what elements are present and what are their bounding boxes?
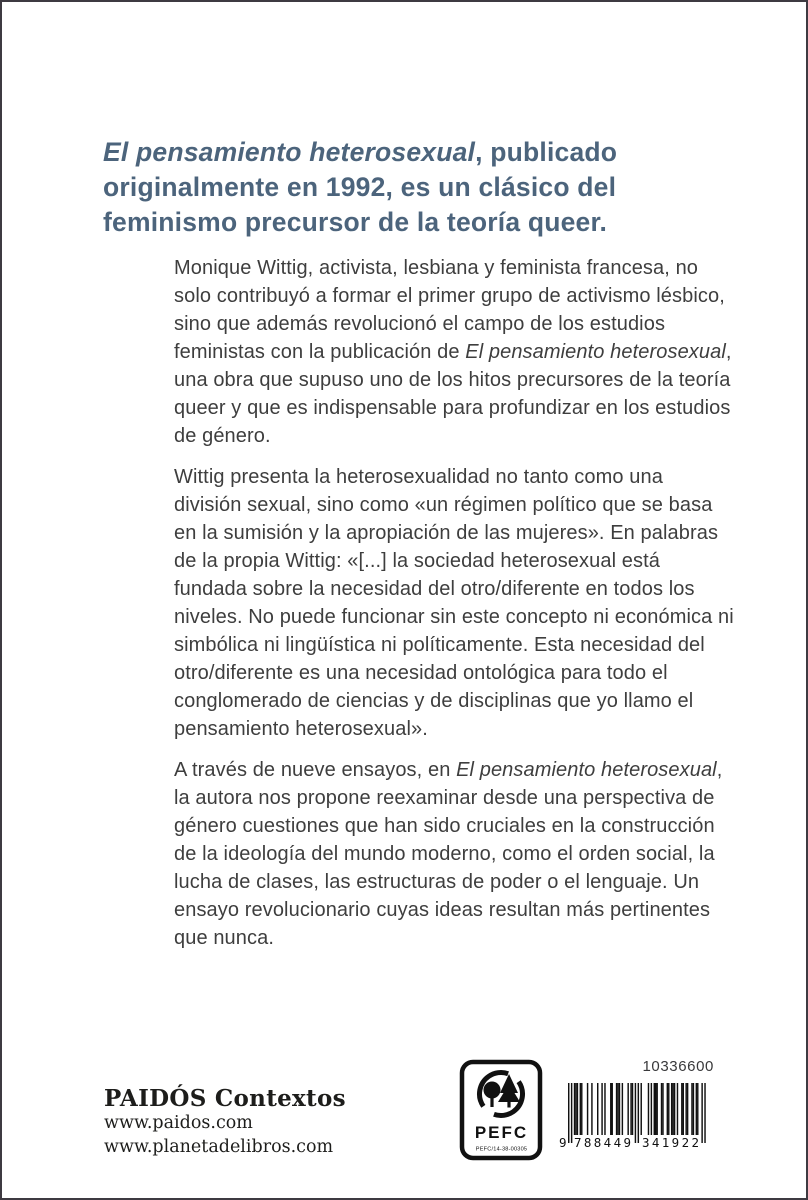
- product-code: 10336600: [642, 1058, 714, 1075]
- headline-book-title: El pensamiento heterosexual: [103, 137, 476, 167]
- barcode-digit-first: 9: [559, 1135, 567, 1150]
- headline: [103, 135, 703, 240]
- barcode-block: [558, 1058, 716, 1150]
- paragraph-text: A través de nueve ensayos, en: [174, 759, 457, 781]
- planetadelibros-url: www.planetadelibros.com: [104, 1136, 334, 1157]
- paragraph-text: , una obra que supuso uno de los hitos precursores de la teoría queer y que es indispensable para profundizar en los estudios de género.: [174, 341, 732, 447]
- pefc-logo: [459, 1059, 544, 1162]
- paidos-url: www.paidos.com: [104, 1113, 253, 1133]
- paragraph-text: , la autora nos propone reexaminar desde una perspectiva de género cuestiones que han sido cruciales en la construcción de la ideología del mundo moderno, como el orden social, la lucha de clases, las estructuras de poder o el lenguaje. Un ensayo revolucionario cuyas ideas resultan más pertinentes que nunca.: [174, 759, 723, 949]
- synopsis: [174, 254, 734, 965]
- paragraph-1: [174, 254, 734, 450]
- paragraph-text: Monique Wittig, activista, lesbiana y feminista francesa, no solo contribuyó a formar el primer grupo de activismo lésbico, sino que además revolucionó el campo de los estudios feministas con la publicación de: [174, 257, 725, 363]
- book-title-italic: El pensamiento heterosexual: [465, 341, 726, 363]
- paragraph-2: Wittig presenta la heterosexualidad no tanto como una división sexual, sino como «un régimen político que se basa en la sumisión y la apropiación de las mujeres». En palabras de la propia Wittig: «[...] la sociedad heterosexual está fundada sobre la necesidad del otro/diferente en todos los niveles. No puede funcionar sin este concepto ni económica ni simbólica ni lingüística ni políticamente. Esta necesidad del otro/diferente es una necesidad ontológica para todo el conglomerado de ciencias y de disciplinas que yo llamo el pensamiento heterosexual».: [174, 466, 734, 740]
- publisher-footer: [104, 1085, 346, 1159]
- ean13-barcode: [558, 1083, 716, 1150]
- barcode-digits-left: 788449: [574, 1135, 631, 1150]
- pefc-label: PEFC: [474, 1123, 529, 1142]
- pefc-border: [462, 1062, 540, 1158]
- barcode-bars: [568, 1083, 706, 1143]
- pefc-cert-code: PEFC/14-38-00305: [475, 1146, 528, 1153]
- publisher-imprint: PAIDÓS Contextos: [104, 1085, 346, 1112]
- barcode-digits-right: 341922: [642, 1135, 699, 1150]
- book-title-italic: El pensamiento heterosexual: [456, 759, 717, 781]
- paragraph-3: [174, 756, 734, 952]
- headline-text: , publicado originalmente en 1992, es un clásico del feminismo precursor de la teoría queer.: [103, 137, 618, 237]
